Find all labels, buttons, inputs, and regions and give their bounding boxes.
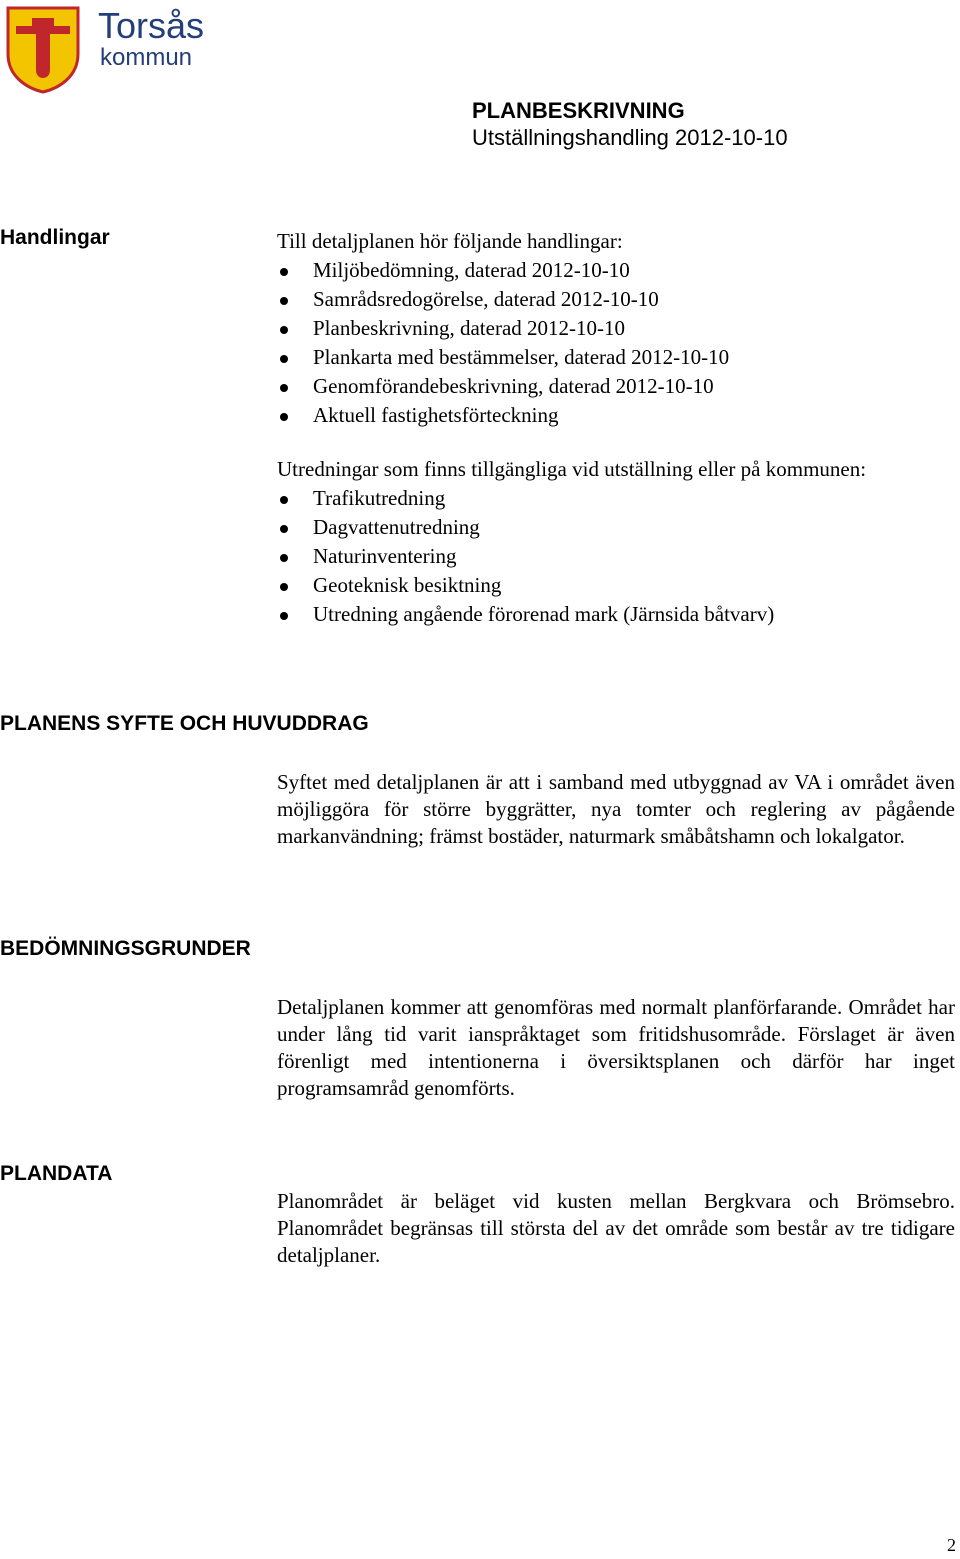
bedomning-content [277, 994, 955, 1102]
list-item: Aktuell fastighetsförteckning [277, 401, 955, 430]
list-item: Miljöbedömning, daterad 2012-10-10 [277, 256, 955, 285]
investigation-list [277, 484, 955, 629]
list-item: Geoteknisk besiktning [277, 571, 955, 600]
plandata-paragraph: Planområdet är beläget vid kusten mellan Bergkvara och Brömsebro. Planområdet begränsas till största del av det område som består av tre tidigare detaljplaner. [277, 1189, 955, 1267]
logo-name-line2: kommun [100, 44, 193, 71]
handlingar-intro: Till detaljplanen hör följande handlingar: [277, 229, 623, 253]
list-item: Genomförandebeskrivning, daterad 2012-10-10 [277, 372, 955, 401]
section-heading-syfte: PLANENS SYFTE OCH HUVUDDRAG [0, 712, 369, 735]
document-title: PLANBESKRIVNING [472, 98, 685, 123]
document-list [277, 256, 955, 430]
plandata-content [277, 1188, 955, 1269]
syfte-content [277, 769, 955, 850]
coat-of-arms-icon [6, 6, 80, 94]
list-item: Trafikutredning [277, 484, 955, 513]
section-heading-plandata: PLANDATA [0, 1162, 113, 1185]
municipality-logo [6, 6, 206, 96]
logo-name-line1: Torsås [98, 5, 205, 46]
list-item: Samrådsredogörelse, daterad 2012-10-10 [277, 285, 955, 314]
list-item: Dagvattenutredning [277, 513, 955, 542]
section-heading-bedomning: BEDÖMNINGSGRUNDER [0, 937, 251, 960]
list-item: Utredning angående förorenad mark (Järnsida båtvarv) [277, 600, 955, 629]
bedomning-paragraph: Detaljplanen kommer att genomföras med normalt planförfarande. Området har under lång tid varit ianspråktaget som fritidshusområde. Förslaget är även förenligt med intentionerna i översiktsplanen och därför har inget programsamråd genomförts. [277, 995, 955, 1100]
section-label-handlingar: Handlingar [0, 226, 110, 249]
utredningar-intro: Utredningar som finns tillgängliga vid utställning eller på kommunen: [277, 457, 867, 481]
syfte-paragraph: Syftet med detaljplanen är att i samband med utbyggnad av VA i området även möjliggöra för större byggrätter, nya tomter och reglering av pågående markanvändning; främst bostäder, naturmark småbåtshamn och lokalgator. [277, 770, 955, 848]
list-item: Planbeskrivning, daterad 2012-10-10 [277, 314, 955, 343]
list-item: Naturinventering [277, 542, 955, 571]
list-item: Plankarta med bestämmelser, daterad 2012-10-10 [277, 343, 955, 372]
page-number: 2 [947, 1535, 956, 1555]
document-subtitle: Utställningshandling 2012-10-10 [472, 125, 788, 150]
handlingar-content [277, 227, 955, 629]
